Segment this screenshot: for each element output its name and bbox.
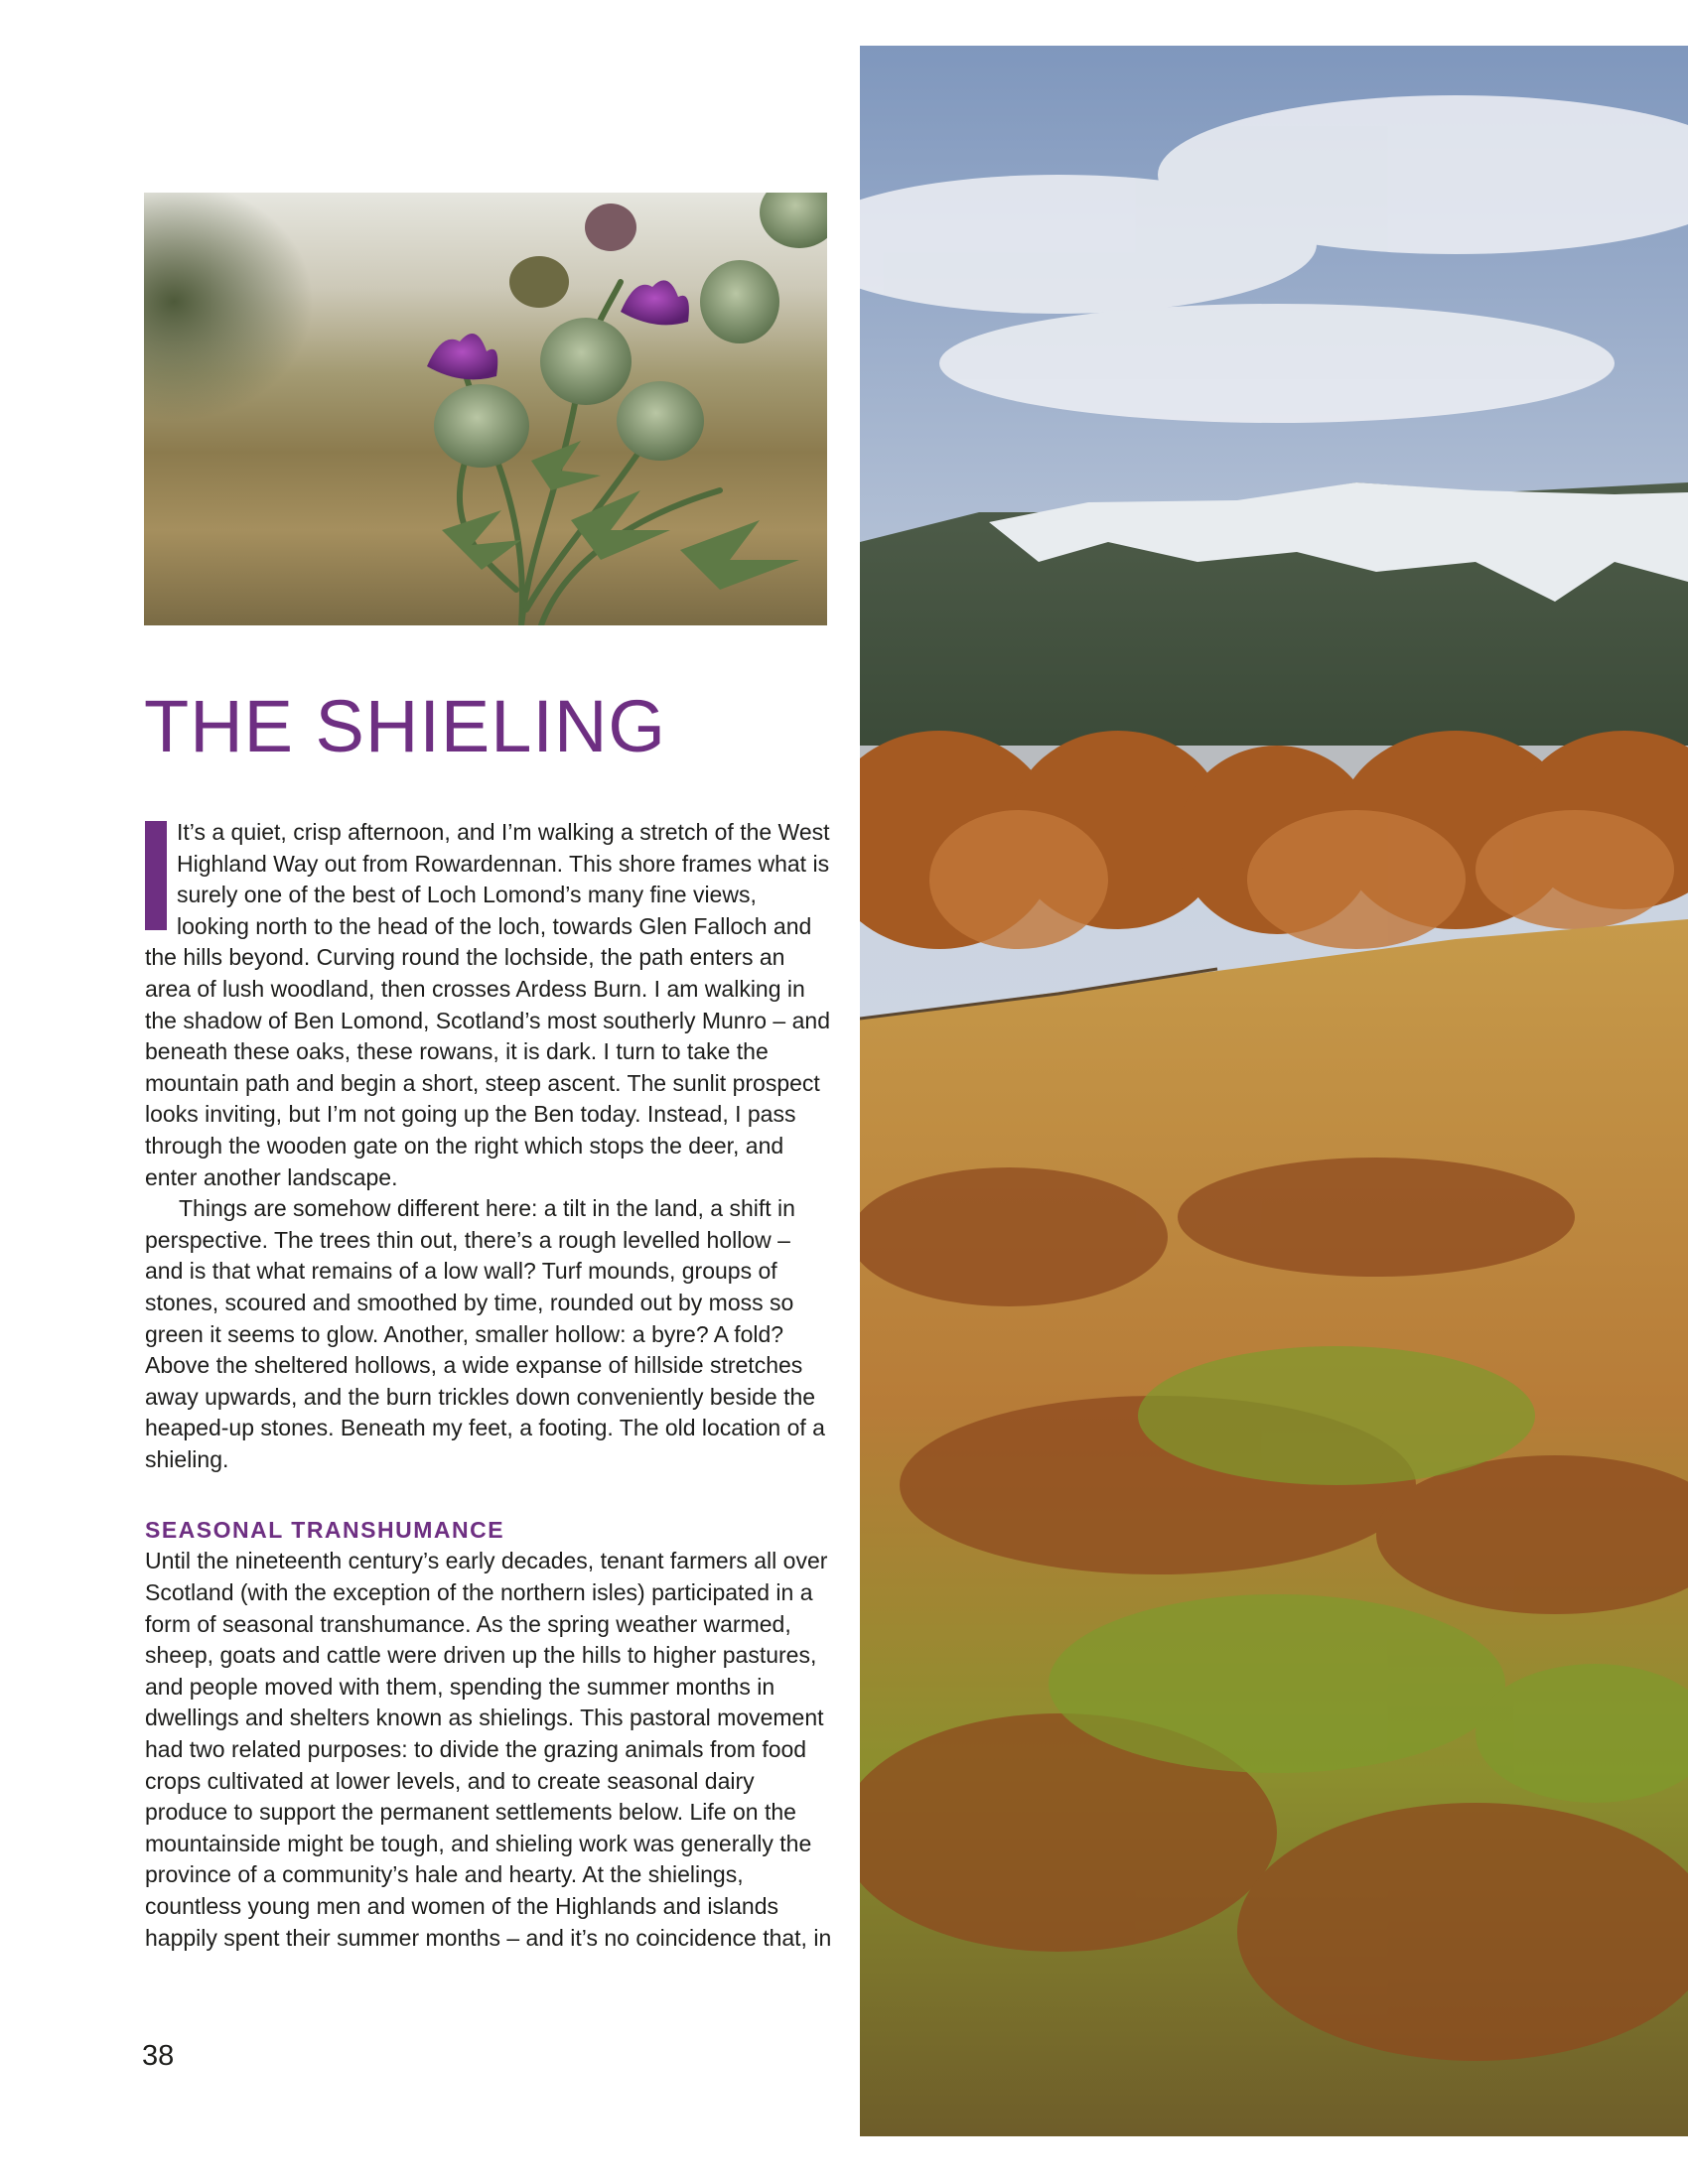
- body-paragraph-1: It’s a quiet, crisp afternoon, and I’m walking a stretch of the West Highland Way out from Rowardennan. This shore frames what is surely one of the best of Loch Lomond’s many fine views, looking north to the head of the loch, towards Glen Falloch and the hills beyond. Curving round the lochside, the path enters an area of lush woodland, then crosses Ardess Burn. I am walking in the shadow of Ben Lomond, Scotland’s most southerly Munro – and beneath these oaks, these rowans, it is dark. I turn to take the mountain path and begin a short, steep ascent. The sunlit prospect looks inviting, but I’m not going up the Ben today. Instead, I pass through the wooden gate on the right which stops the deer, and enter another landscape.: [145, 819, 830, 1190]
- article-body: [145, 817, 832, 1954]
- landscape-photo: [860, 46, 1688, 2136]
- drop-cap-bar: [145, 821, 167, 930]
- page-number: 38: [142, 2040, 175, 2072]
- loch-landscape-illustration: [860, 46, 1688, 2136]
- section-paragraph: Until the nineteenth century’s early decades, tenant farmers all over Scotland (with the exception of the northern isles) participated in a form of seasonal transhumance. As the spring weather warmed, sheep, goats and cattle were driven up the hills to higher pastures, and people moved with them, spending the summer months in dwellings and shelters known as shielings. This pastoral movement had two related purposes: to divide the grazing animals from food crops cultivated at lower levels, and to create seasonal dairy produce to support the permanent settlements below. Life on the mountainside might be tough, and shieling work was generally the province of a community’s hale and hearty. At the shielings, countless young men and women of the Highlands and islands happily spent their summer months – and it’s no coincidence that, in: [145, 1548, 832, 1951]
- article-title: THE SHIELING: [144, 685, 666, 767]
- section-heading: SEASONAL TRANSHUMANCE: [145, 1517, 505, 1544]
- thistle-photo: [144, 193, 827, 625]
- body-paragraph-2: Things are somehow different here: a tilt in the land, a shift in perspective. The trees thin out, there’s a rough levelled hollow – and is that what remains of a low wall? Turf mounds, groups of stones, scoured and smoothed by time, rounded out by moss so green it seems to glow. Another, smaller hollow: a byre? A fold? Above the sheltered hollows, a wide expanse of hillside stretches away upwards, and the burn trickles down conveniently beside the heaped-up stones. Beneath my feet, a footing. The old location of a shieling.: [145, 1195, 825, 1472]
- thistle-illustration: [144, 193, 827, 625]
